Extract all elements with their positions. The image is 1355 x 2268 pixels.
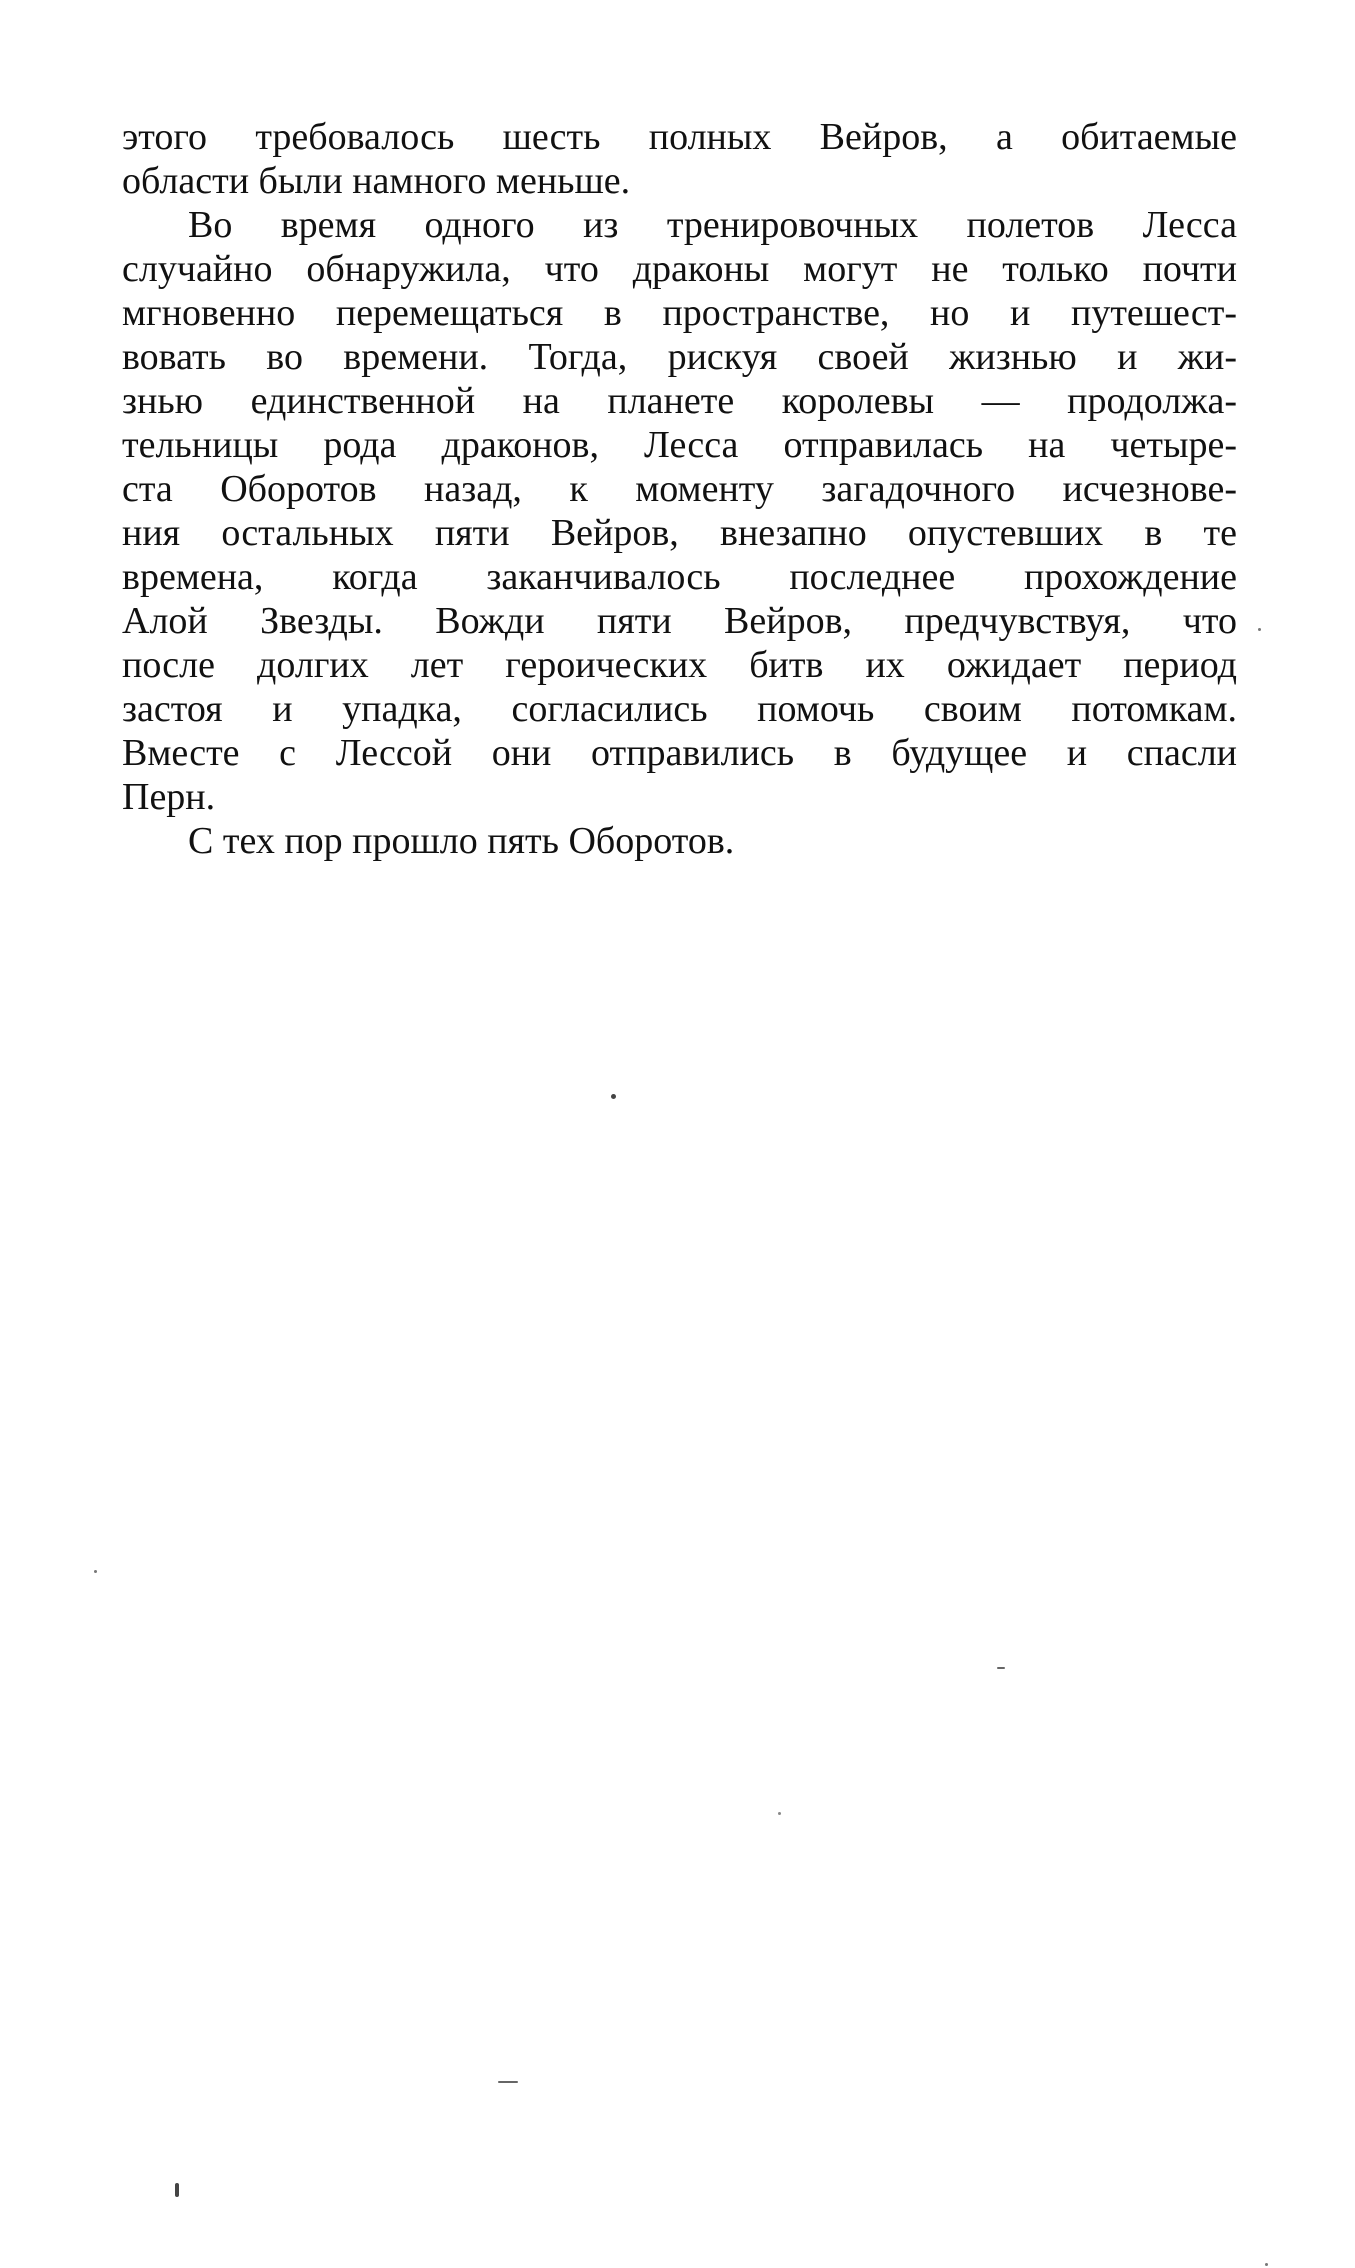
text-line: застоя и упадка, согласились помочь своим потомкам.: [122, 688, 1237, 730]
paragraph-2: [122, 203, 1237, 819]
scan-speck: [498, 2081, 518, 2083]
paragraph-3: [122, 819, 1237, 863]
text-line: времена, когда заканчивалось последнее прохождение: [122, 556, 1237, 598]
text-line: С тех пор прошло пять Оборотов.: [188, 820, 735, 862]
text-line: ста Оборотов назад, к моменту загадочного исчезнове-: [122, 468, 1237, 510]
text-line: после долгих лет героических битв их ожидает период: [122, 644, 1237, 686]
scan-speck: [1265, 2263, 1268, 2266]
text-line: ния остальных пяти Вейров, внезапно опустевших в те: [122, 512, 1237, 554]
scan-speck: [1258, 628, 1261, 631]
text-line: Перн.: [122, 776, 216, 818]
text-line: области были намного меньше.: [122, 160, 631, 202]
body-text: [122, 115, 1237, 863]
text-line: случайно обнаружила, что драконы могут не только почти: [122, 248, 1237, 290]
text-line: мгновенно перемещаться в пространстве, но и путешест-: [122, 292, 1237, 334]
text-line: тельницы рода драконов, Лесса отправилась на четыре-: [122, 424, 1237, 466]
text-line: вовать во времени. Тогда, рискуя своей жизнью и жи-: [122, 336, 1237, 378]
paragraph-1: [122, 115, 1237, 203]
scan-speck: [997, 1667, 1005, 1669]
text-line: этого требовалось шесть полных Вейров, а обитаемые: [122, 116, 1237, 158]
text-line: Алой Звезды. Вожди пяти Вейров, предчувствуя, что: [122, 600, 1237, 642]
text-line: Вместе с Лессой они отправились в будущее и спасли: [122, 732, 1237, 774]
scan-speck: [778, 1812, 781, 1815]
text-line: знью единственной на планете королевы — продолжа-: [122, 380, 1237, 422]
scan-speck: [175, 2183, 179, 2197]
text-line: Во время одного из тренировочных полетов Лесса: [188, 204, 1237, 246]
scan-speck: [94, 1570, 97, 1573]
scan-speck: [611, 1094, 616, 1099]
